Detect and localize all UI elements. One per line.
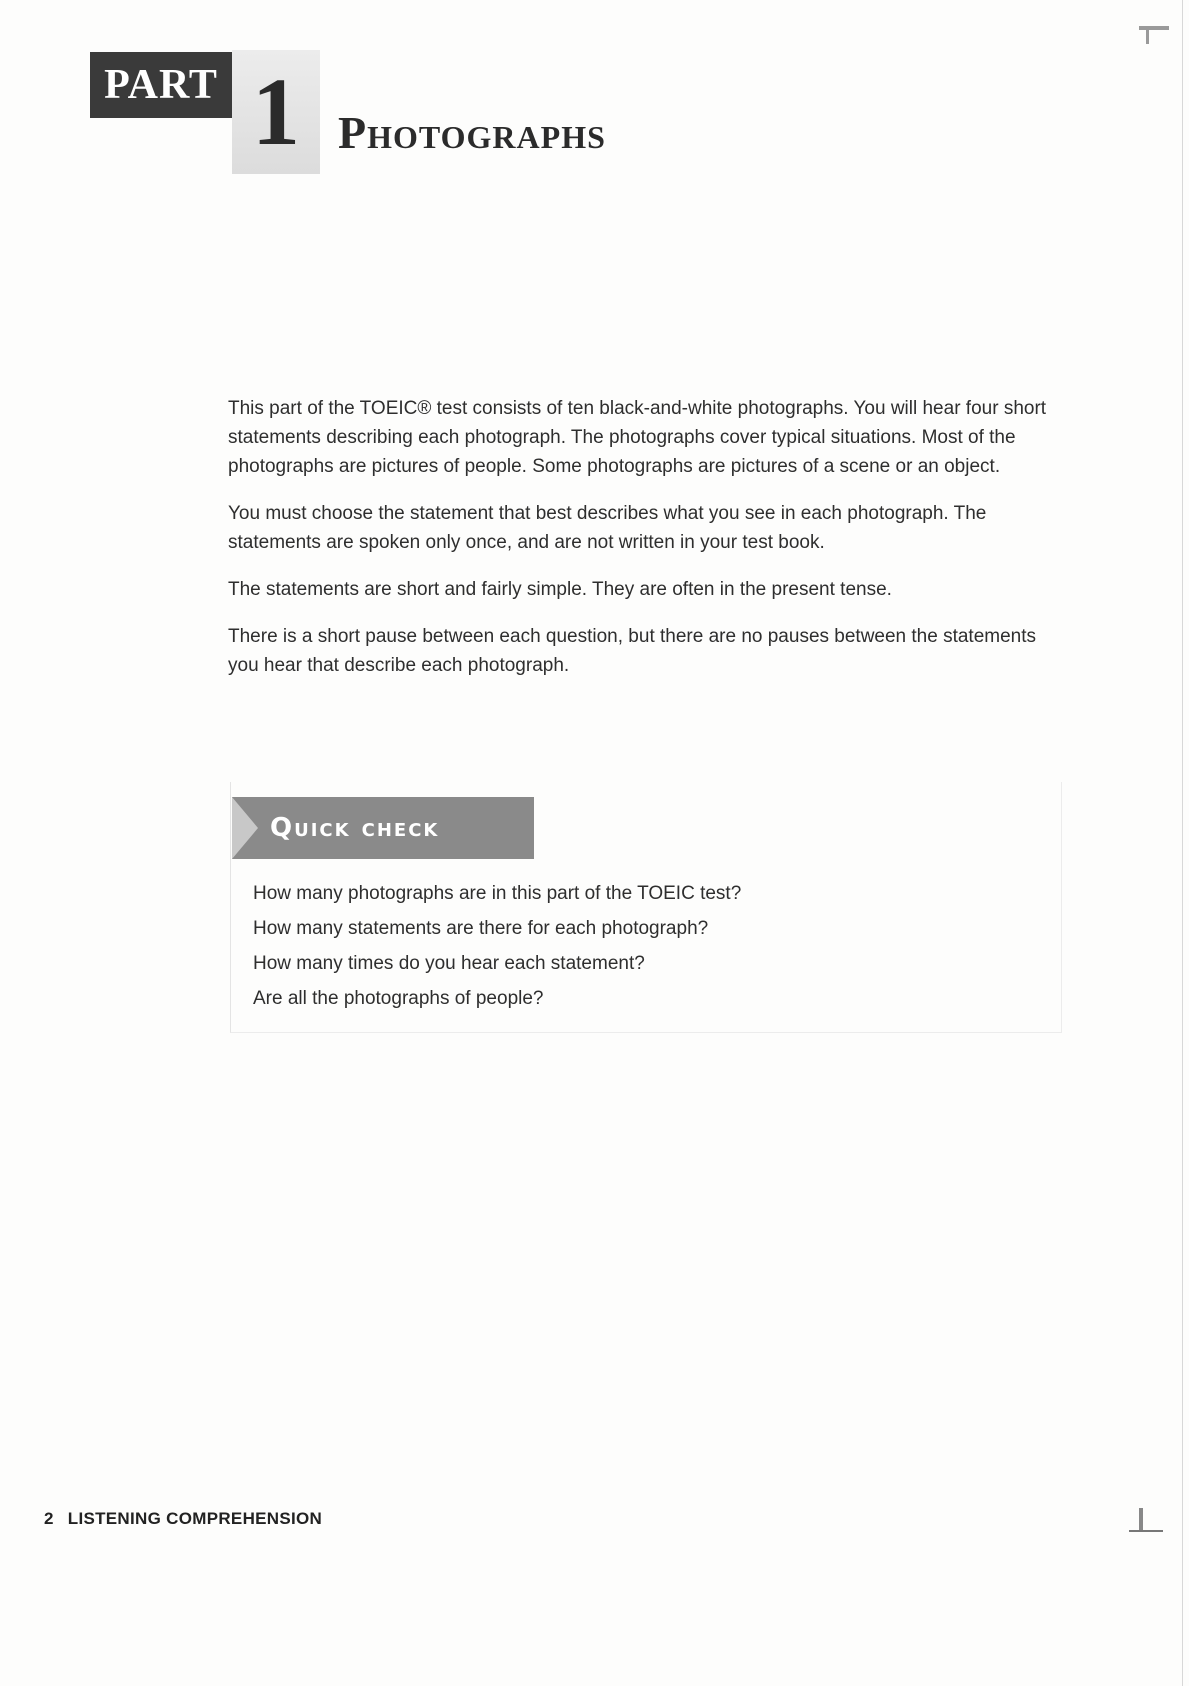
part-label: PART (104, 62, 218, 108)
question-item: How many statements are there for each photograph? (253, 918, 709, 939)
page-footer (44, 1509, 322, 1529)
question-item: How many photographs are in this part of the TOEIC test? (253, 883, 742, 904)
intro-paragraph: This part of the TOEIC® test consists of ten black-and-white photographs. You will hear four short statements describing each photograph. The photographs cover typical situations. Most of the photographs are pictures of people. Some photographs are pictures of a scene or an object. (228, 398, 1047, 477)
corner-mark-stem (1146, 26, 1149, 44)
corner-mark (1139, 26, 1169, 30)
crop-mark (1129, 1530, 1163, 1532)
question-item: Are all the photographs of people? (253, 988, 544, 1009)
section-title: LISTENING COMPREHENSION (67, 1509, 323, 1528)
question-item: How many times do you hear each statement? (253, 953, 645, 974)
arrow-icon (232, 797, 258, 859)
intro-paragraph: There is a short pause between each question, but there are no pauses between the statements you hear that describe each photograph. (228, 626, 1037, 676)
part-number: 1 (252, 58, 300, 165)
page-title: Photographs (338, 107, 606, 158)
intro-paragraph: You must choose the statement that best describes what you see in each photograph. The statements are spoken only once, and are not written in your test book. (228, 503, 987, 553)
crop-mark-stem (1139, 1508, 1143, 1532)
intro-paragraph: The statements are short and fairly simple. They are often in the present tense. (228, 579, 892, 600)
part-number-box (232, 50, 320, 174)
page-number: 2 (44, 1509, 54, 1528)
part-label-box (90, 52, 232, 118)
intro-text (228, 394, 1048, 698)
quick-check-label: Quick check (270, 813, 440, 843)
page-edge (1182, 0, 1183, 1686)
quick-check-questions (253, 876, 741, 1016)
quick-check-banner (232, 797, 534, 859)
